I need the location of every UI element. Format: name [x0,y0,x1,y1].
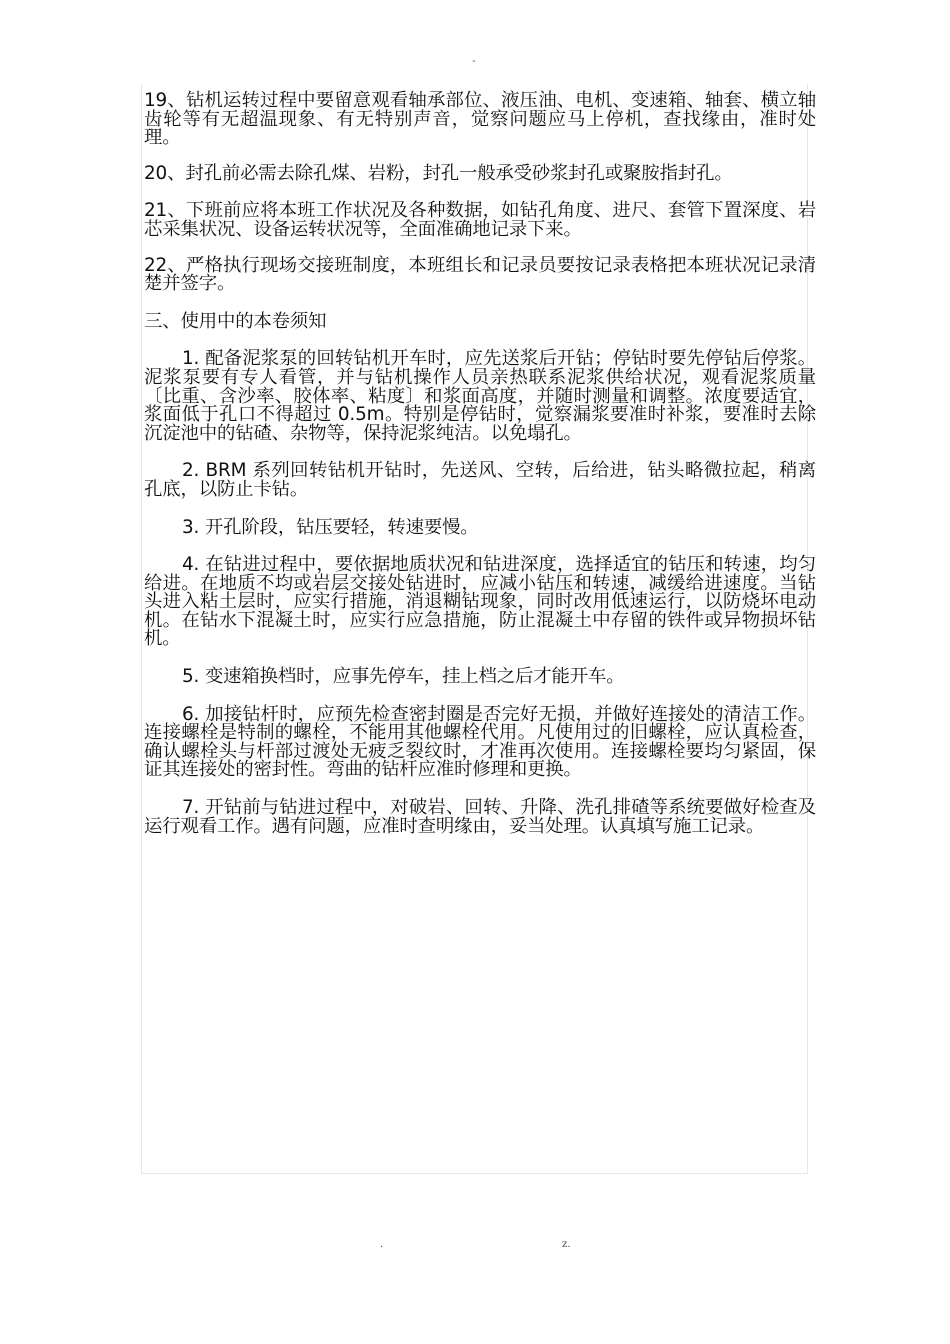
header-mark: - [472,54,476,67]
paragraph-22: 22、严格执行现场交接班制度，本班组长和记录员要按记录表格把本班状况记录清楚并签字。 [144,254,816,295]
footer-mark-left: . [380,1239,384,1250]
list-item-5: 5. 变速箱换档时，应事先停车，挂上档之后才能开车。 [182,666,625,688]
paragraph-21: 21、下班前应将本班工作状况及各种数据，如钻孔角度、进尺、套管下置深度、岩芯采集状况、设备运转状况等，全面准确地记录下来。 [144,200,816,240]
paragraph-20: 20、封孔前必需去除孔煤、岩粉，封孔一般承受砂浆封孔或聚胺指封孔。 [144,162,733,184]
list-item-4: 4. 在钻进过程中，要依据地质状况和钻进深度，选择适宜的钻压和转速，均匀给进。在地质不均或岩层交接处钻进时，应减小钻压和转速，减缓给进速度。当钻头进入粘土层时，应实行措施，消退糊钻现象，同时改用低速运行，以防烧坏电动机。在钻水下混凝土时，应实行应急措施，防止混凝土中存留的铁件或异物损坏钻机。 [144,554,816,650]
list-item-3: 3. 开孔阶段，钻压要轻，转速要慢。 [182,516,479,538]
section-heading: 三、使用中的本卷须知 [144,310,327,332]
list-item-6: 6. 加接钻杆时，应预先检查密封圈是否完好无损，并做好连接处的清洁工作。连接螺栓是特制的螺栓，不能用其他螺栓代用。凡使用过的旧螺栓，应认真检查，确认螺栓头与杆部过渡处无疲乏裂纹时，才准再次使用。连接螺栓要均匀紧固，保证其连接处的密封性。弯曲的钻杆应准时修理和更换。 [144,703,816,781]
list-item-2: 2. BRM 系列回转钻机开钻时，先送风、空转，后给进，钻头略微拉起，稍离孔底，以防止卡钻。 [144,460,816,500]
paragraph-19: 19、钻机运转过程中要留意观看轴承部位、液压油、电机、变速箱、轴套、横立轴齿轮等有无超温现象、有无特别声音，觉察问题应马上停机，查找缘由，准时处理。 [144,90,816,149]
document-body [144,90,816,836]
list-item-7: 7. 开钻前与钻进过程中，对破岩、回转、升降、洗孔排碴等系统要做好检查及运行观看工作。遇有问题，应准时查明缘由，妥当处理。认真填写施工记录。 [144,797,816,837]
list-item-1: 1. 配备泥浆泵的回转钻机开车时，应先送浆后开钻；停钻时要先停钻后停浆。泥浆泵要有专人看管，并与钻机操作人员亲热联系泥浆供给状况，观看泥浆质量〔比重、含沙率、胶体率、粘度〕和浆面高度，并随时测量和调整。浓度要适宜，浆面低于孔口不得超过 0.5m。特别是停钻时，觉察漏浆要准时补浆，要准时去除沉淀池中的钻碴、杂物等，保持泥浆纯洁。以免塌孔。 [144,348,816,444]
footer-mark-right: z. [562,1239,571,1250]
